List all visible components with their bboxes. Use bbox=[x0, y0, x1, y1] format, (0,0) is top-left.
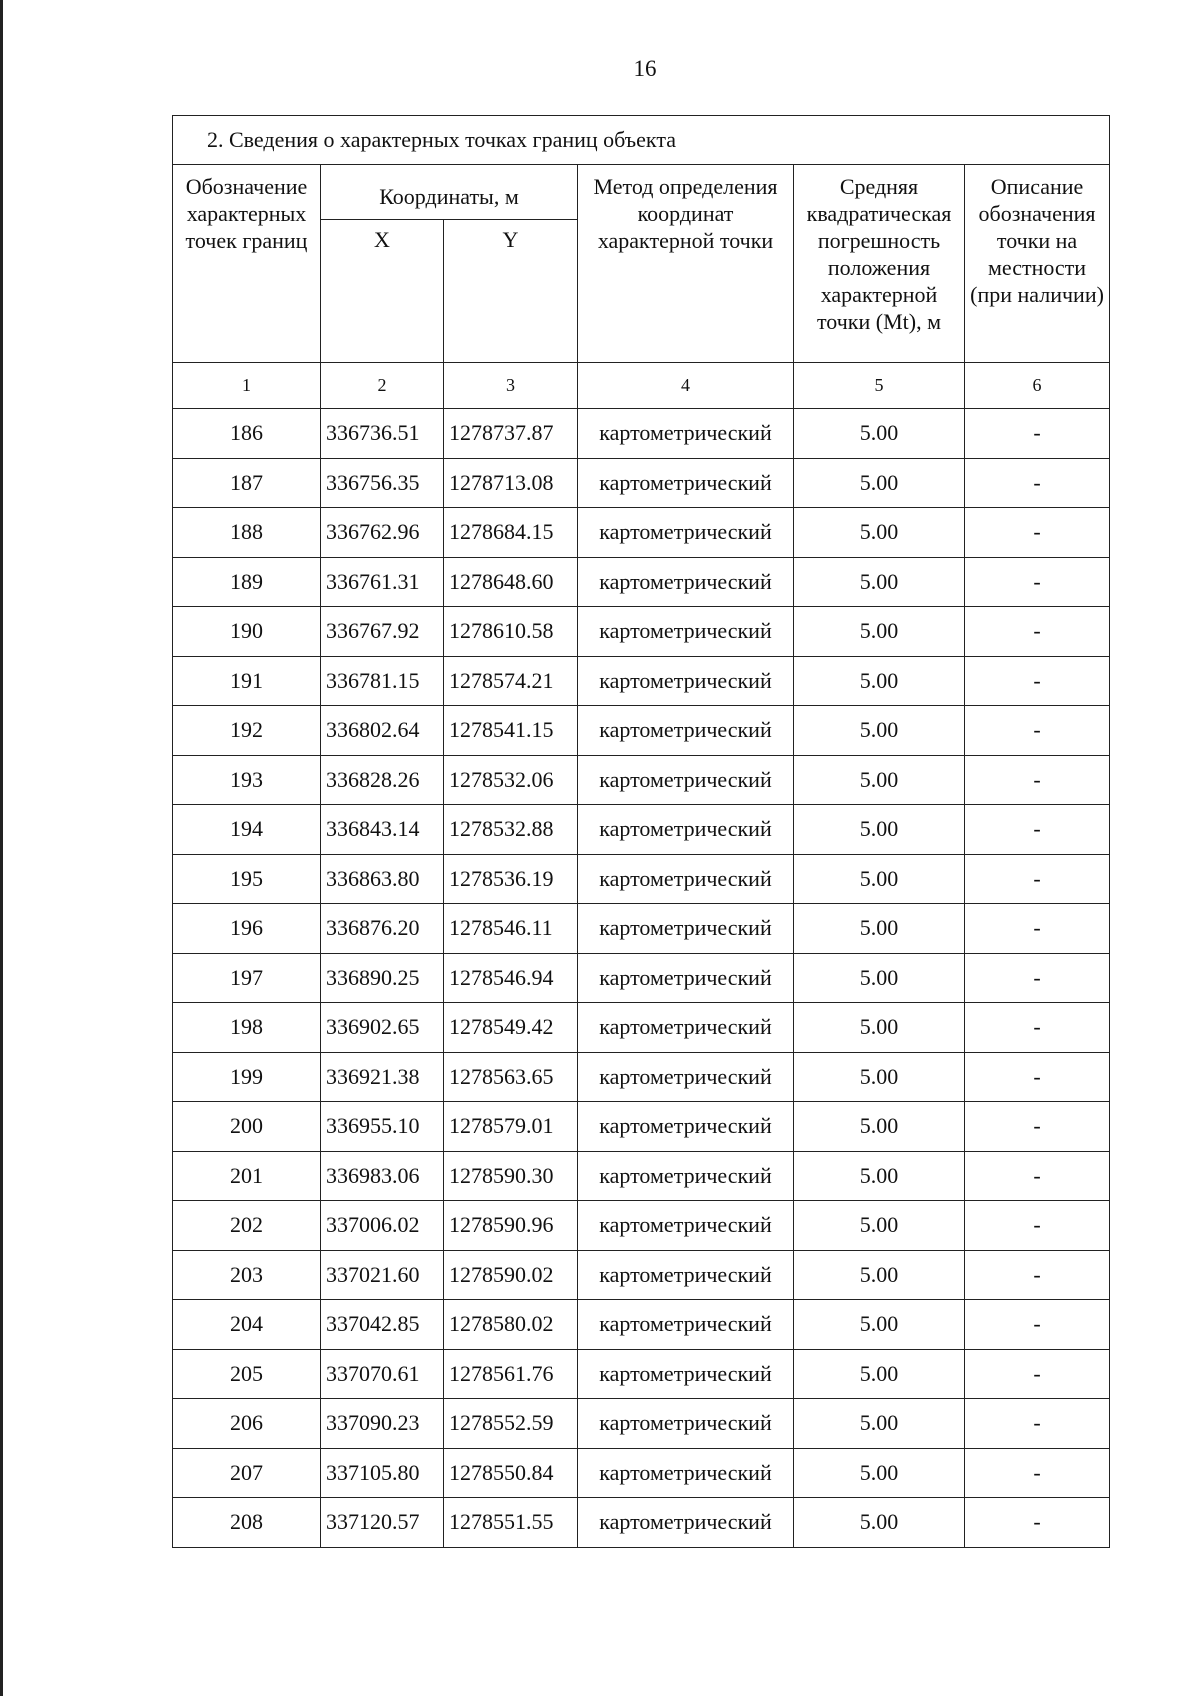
column-number: 1 bbox=[173, 363, 321, 409]
x-coordinate-cell: 337042.85 bbox=[321, 1300, 444, 1350]
header-row-1 bbox=[173, 165, 1110, 220]
method-cell: картометрический bbox=[578, 1151, 794, 1201]
point-cell: 194 bbox=[173, 805, 321, 855]
error-cell: 5.00 bbox=[794, 953, 965, 1003]
point-cell: 197 bbox=[173, 953, 321, 1003]
y-coordinate-cell: 1278713.08 bbox=[444, 458, 578, 508]
header-method: Метод определения координат характерной точки bbox=[578, 165, 794, 363]
method-cell: картометрический bbox=[578, 656, 794, 706]
table-row bbox=[173, 656, 1110, 706]
description-cell: - bbox=[965, 805, 1110, 855]
column-number: 2 bbox=[321, 363, 444, 409]
x-coordinate-cell: 336756.35 bbox=[321, 458, 444, 508]
description-cell: - bbox=[965, 607, 1110, 657]
point-cell: 186 bbox=[173, 409, 321, 459]
description-cell: - bbox=[965, 1250, 1110, 1300]
method-cell: картометрический bbox=[578, 904, 794, 954]
x-coordinate-cell: 336843.14 bbox=[321, 805, 444, 855]
description-cell: - bbox=[965, 1102, 1110, 1152]
table-row bbox=[173, 1250, 1110, 1300]
description-cell: - bbox=[965, 1349, 1110, 1399]
y-coordinate-cell: 1278610.58 bbox=[444, 607, 578, 657]
error-cell: 5.00 bbox=[794, 904, 965, 954]
x-coordinate-cell: 336902.65 bbox=[321, 1003, 444, 1053]
method-cell: картометрический bbox=[578, 557, 794, 607]
x-coordinate-cell: 336828.26 bbox=[321, 755, 444, 805]
method-cell: картометрический bbox=[578, 409, 794, 459]
table-row bbox=[173, 953, 1110, 1003]
table-row bbox=[173, 805, 1110, 855]
description-cell: - bbox=[965, 904, 1110, 954]
description-cell: - bbox=[965, 854, 1110, 904]
method-cell: картометрический bbox=[578, 607, 794, 657]
y-coordinate-cell: 1278684.15 bbox=[444, 508, 578, 558]
method-cell: картометрический bbox=[578, 805, 794, 855]
table-row bbox=[173, 1102, 1110, 1152]
description-cell: - bbox=[965, 1201, 1110, 1251]
x-coordinate-cell: 337120.57 bbox=[321, 1498, 444, 1548]
point-cell: 204 bbox=[173, 1300, 321, 1350]
description-cell: - bbox=[965, 458, 1110, 508]
error-cell: 5.00 bbox=[794, 1300, 965, 1350]
table-row bbox=[173, 1151, 1110, 1201]
x-coordinate-cell: 337021.60 bbox=[321, 1250, 444, 1300]
description-cell: - bbox=[965, 706, 1110, 756]
y-coordinate-cell: 1278552.59 bbox=[444, 1399, 578, 1449]
error-cell: 5.00 bbox=[794, 508, 965, 558]
error-cell: 5.00 bbox=[794, 1102, 965, 1152]
description-cell: - bbox=[965, 755, 1110, 805]
method-cell: картометрический bbox=[578, 508, 794, 558]
column-number: 6 bbox=[965, 363, 1110, 409]
y-coordinate-cell: 1278579.01 bbox=[444, 1102, 578, 1152]
y-coordinate-cell: 1278563.65 bbox=[444, 1052, 578, 1102]
method-cell: картометрический bbox=[578, 1201, 794, 1251]
table-row bbox=[173, 1300, 1110, 1350]
y-coordinate-cell: 1278580.02 bbox=[444, 1300, 578, 1350]
x-coordinate-cell: 336921.38 bbox=[321, 1052, 444, 1102]
method-cell: картометрический bbox=[578, 1102, 794, 1152]
point-cell: 203 bbox=[173, 1250, 321, 1300]
error-cell: 5.00 bbox=[794, 1399, 965, 1449]
x-coordinate-cell: 336762.96 bbox=[321, 508, 444, 558]
y-coordinate-cell: 1278549.42 bbox=[444, 1003, 578, 1053]
x-coordinate-cell: 336983.06 bbox=[321, 1151, 444, 1201]
table-row bbox=[173, 458, 1110, 508]
description-cell: - bbox=[965, 656, 1110, 706]
header-description: Описание обозначения точки на местности (при наличии) bbox=[965, 165, 1110, 363]
error-cell: 5.00 bbox=[794, 656, 965, 706]
description-cell: - bbox=[965, 508, 1110, 558]
table-row bbox=[173, 1399, 1110, 1449]
y-coordinate-cell: 1278550.84 bbox=[444, 1448, 578, 1498]
x-coordinate-cell: 337105.80 bbox=[321, 1448, 444, 1498]
error-cell: 5.00 bbox=[794, 409, 965, 459]
error-cell: 5.00 bbox=[794, 1250, 965, 1300]
point-cell: 199 bbox=[173, 1052, 321, 1102]
point-cell: 201 bbox=[173, 1151, 321, 1201]
error-cell: 5.00 bbox=[794, 458, 965, 508]
table-row bbox=[173, 1498, 1110, 1548]
method-cell: картометрический bbox=[578, 953, 794, 1003]
x-coordinate-cell: 336761.31 bbox=[321, 557, 444, 607]
error-cell: 5.00 bbox=[794, 755, 965, 805]
column-number-row bbox=[173, 363, 1110, 409]
method-cell: картометрический bbox=[578, 1448, 794, 1498]
point-cell: 188 bbox=[173, 508, 321, 558]
x-coordinate-cell: 337006.02 bbox=[321, 1201, 444, 1251]
y-coordinate-cell: 1278546.11 bbox=[444, 904, 578, 954]
header-error: Средняя квадратическая погрешность положения характерной точки (Mt), м bbox=[794, 165, 965, 363]
error-cell: 5.00 bbox=[794, 1052, 965, 1102]
point-cell: 195 bbox=[173, 854, 321, 904]
error-cell: 5.00 bbox=[794, 1201, 965, 1251]
method-cell: картометрический bbox=[578, 1300, 794, 1350]
y-coordinate-cell: 1278532.06 bbox=[444, 755, 578, 805]
error-cell: 5.00 bbox=[794, 1151, 965, 1201]
method-cell: картометрический bbox=[578, 854, 794, 904]
y-coordinate-cell: 1278574.21 bbox=[444, 656, 578, 706]
y-coordinate-cell: 1278590.96 bbox=[444, 1201, 578, 1251]
x-coordinate-cell: 336781.15 bbox=[321, 656, 444, 706]
error-cell: 5.00 bbox=[794, 805, 965, 855]
description-cell: - bbox=[965, 953, 1110, 1003]
description-cell: - bbox=[965, 1448, 1110, 1498]
page-number: 16 bbox=[633, 56, 657, 81]
table-row bbox=[173, 1201, 1110, 1251]
table-row bbox=[173, 1448, 1110, 1498]
point-cell: 189 bbox=[173, 557, 321, 607]
table-row bbox=[173, 1052, 1110, 1102]
point-cell: 198 bbox=[173, 1003, 321, 1053]
table-row bbox=[173, 409, 1110, 459]
table-row bbox=[173, 508, 1110, 558]
column-number: 5 bbox=[794, 363, 965, 409]
table-row bbox=[173, 755, 1110, 805]
table-title-row bbox=[173, 116, 1110, 165]
x-coordinate-cell: 336736.51 bbox=[321, 409, 444, 459]
error-cell: 5.00 bbox=[794, 706, 965, 756]
error-cell: 5.00 bbox=[794, 1003, 965, 1053]
y-coordinate-cell: 1278532.88 bbox=[444, 805, 578, 855]
method-cell: картометрический bbox=[578, 1003, 794, 1053]
x-coordinate-cell: 336802.64 bbox=[321, 706, 444, 756]
point-cell: 193 bbox=[173, 755, 321, 805]
table-row bbox=[173, 706, 1110, 756]
boundary-points-table bbox=[172, 115, 1110, 1548]
column-number: 4 bbox=[578, 363, 794, 409]
table-row bbox=[173, 904, 1110, 954]
error-cell: 5.00 bbox=[794, 854, 965, 904]
table-row bbox=[173, 557, 1110, 607]
description-cell: - bbox=[965, 1052, 1110, 1102]
method-cell: картометрический bbox=[578, 1498, 794, 1548]
error-cell: 5.00 bbox=[794, 1448, 965, 1498]
x-coordinate-cell: 336767.92 bbox=[321, 607, 444, 657]
table-row bbox=[173, 1349, 1110, 1399]
method-cell: картометрический bbox=[578, 1250, 794, 1300]
header-y: Y bbox=[444, 220, 578, 363]
description-cell: - bbox=[965, 1151, 1110, 1201]
error-cell: 5.00 bbox=[794, 1349, 965, 1399]
table-row bbox=[173, 854, 1110, 904]
y-coordinate-cell: 1278551.55 bbox=[444, 1498, 578, 1548]
error-cell: 5.00 bbox=[794, 607, 965, 657]
point-cell: 207 bbox=[173, 1448, 321, 1498]
point-cell: 202 bbox=[173, 1201, 321, 1251]
x-coordinate-cell: 336876.20 bbox=[321, 904, 444, 954]
point-cell: 200 bbox=[173, 1102, 321, 1152]
method-cell: картометрический bbox=[578, 1349, 794, 1399]
point-cell: 205 bbox=[173, 1349, 321, 1399]
point-cell: 196 bbox=[173, 904, 321, 954]
error-cell: 5.00 bbox=[794, 1498, 965, 1548]
y-coordinate-cell: 1278536.19 bbox=[444, 854, 578, 904]
point-cell: 206 bbox=[173, 1399, 321, 1449]
y-coordinate-cell: 1278546.94 bbox=[444, 953, 578, 1003]
point-cell: 192 bbox=[173, 706, 321, 756]
y-coordinate-cell: 1278541.15 bbox=[444, 706, 578, 756]
y-coordinate-cell: 1278737.87 bbox=[444, 409, 578, 459]
description-cell: - bbox=[965, 1498, 1110, 1548]
y-coordinate-cell: 1278590.30 bbox=[444, 1151, 578, 1201]
section-title: 2. Сведения о характерных точках границ объекта bbox=[173, 116, 1110, 165]
description-cell: - bbox=[965, 557, 1110, 607]
x-coordinate-cell: 337070.61 bbox=[321, 1349, 444, 1399]
point-cell: 190 bbox=[173, 607, 321, 657]
header-coordinates: Координаты, м bbox=[321, 165, 578, 220]
description-cell: - bbox=[965, 1003, 1110, 1053]
page-edge-line bbox=[0, 0, 3, 1696]
x-coordinate-cell: 336955.10 bbox=[321, 1102, 444, 1152]
description-cell: - bbox=[965, 409, 1110, 459]
header-x: X bbox=[321, 220, 444, 363]
column-number: 3 bbox=[444, 363, 578, 409]
x-coordinate-cell: 337090.23 bbox=[321, 1399, 444, 1449]
y-coordinate-cell: 1278561.76 bbox=[444, 1349, 578, 1399]
y-coordinate-cell: 1278590.02 bbox=[444, 1250, 578, 1300]
method-cell: картометрический bbox=[578, 755, 794, 805]
y-coordinate-cell: 1278648.60 bbox=[444, 557, 578, 607]
method-cell: картометрический bbox=[578, 458, 794, 508]
method-cell: картометрический bbox=[578, 706, 794, 756]
description-cell: - bbox=[965, 1399, 1110, 1449]
x-coordinate-cell: 336863.80 bbox=[321, 854, 444, 904]
header-point-designation: Обозначение характерных точек границ bbox=[173, 165, 321, 363]
point-cell: 187 bbox=[173, 458, 321, 508]
description-cell: - bbox=[965, 1300, 1110, 1350]
point-cell: 191 bbox=[173, 656, 321, 706]
table-row bbox=[173, 607, 1110, 657]
point-cell: 208 bbox=[173, 1498, 321, 1548]
method-cell: картометрический bbox=[578, 1399, 794, 1449]
table-row bbox=[173, 1003, 1110, 1053]
error-cell: 5.00 bbox=[794, 557, 965, 607]
method-cell: картометрический bbox=[578, 1052, 794, 1102]
x-coordinate-cell: 336890.25 bbox=[321, 953, 444, 1003]
